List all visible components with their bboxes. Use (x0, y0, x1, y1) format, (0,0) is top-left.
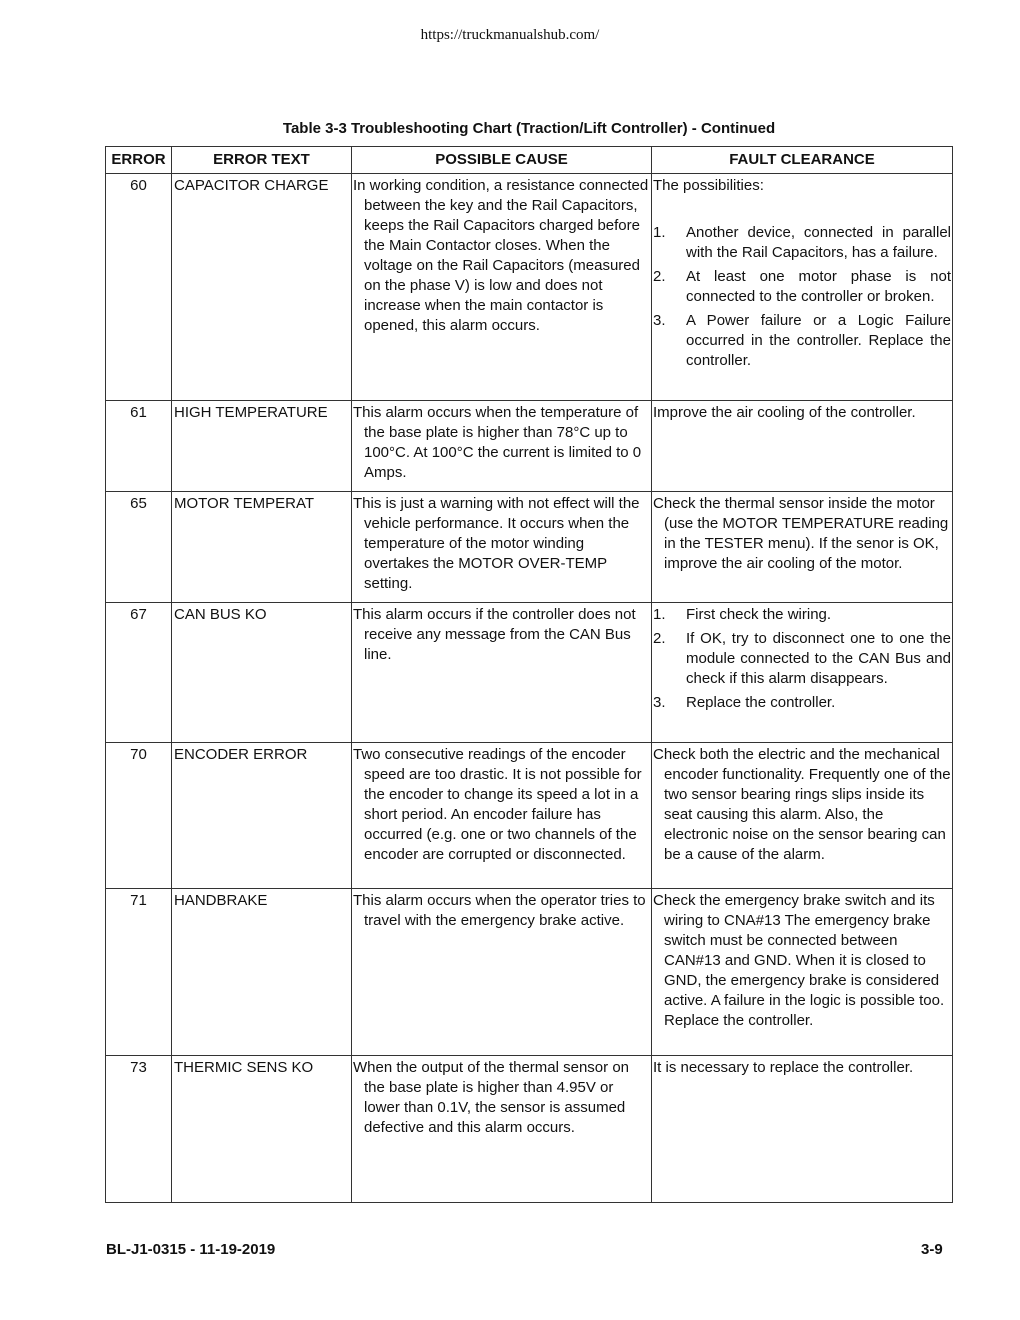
error-code: 65 (106, 492, 172, 603)
error-code: 67 (106, 603, 172, 743)
item-text: Replace the controller. (686, 694, 836, 711)
fault-clearance (652, 603, 953, 743)
table-row (106, 1056, 953, 1203)
error-text: CAN BUS KO (172, 603, 352, 743)
item-number: 2. (653, 268, 666, 285)
troubleshooting-table (105, 146, 953, 1203)
item-number: 2. (653, 630, 666, 647)
table-row (106, 401, 953, 492)
table-header-row (106, 147, 953, 174)
clearance-text: It is necessary to replace the controller. (653, 1059, 914, 1076)
possible-cause (352, 743, 652, 889)
cause-text: In working condition, a resistance connected between the key and the Rail Capacitors, keeps the Rail Capacitors charged before the Main Contactor closes. When the voltage on the Rail Capacitors (measured on the phase V) is low and does not increase when the main contactor is opened, this alarm occurs. (353, 177, 649, 334)
item-number: 3. (653, 312, 666, 329)
list-item (653, 267, 951, 307)
fault-clearance (652, 889, 953, 1056)
error-text: HIGH TEMPERATURE (172, 401, 352, 492)
possible-cause (352, 603, 652, 743)
clearance-intro: The possibilities: (653, 177, 764, 194)
error-text: CAPACITOR CHARGE (172, 174, 352, 401)
error-text: HANDBRAKE (172, 889, 352, 1056)
possible-cause (352, 1056, 652, 1203)
list-item (653, 311, 951, 371)
cause-text: This alarm occurs when the operator tries to travel with the emergency brake active. (353, 892, 646, 929)
fault-clearance (652, 401, 953, 492)
header-possible-cause: POSSIBLE CAUSE (352, 147, 652, 174)
list-item (653, 693, 951, 713)
cause-text: When the output of the thermal sensor on the base plate is higher than 4.95V or lower than 0.1V, the sensor is assumed defective and this alarm occurs. (353, 1059, 629, 1136)
possible-cause (352, 492, 652, 603)
error-code: 60 (106, 174, 172, 401)
fault-clearance (652, 743, 953, 889)
header-error-text: ERROR TEXT (172, 147, 352, 174)
item-number: 1. (653, 224, 666, 241)
source-url[interactable]: https://truckmanualshub.com/ (420, 27, 600, 43)
cause-text: This alarm occurs when the temperature of the base plate is higher than 78°C up to 100°C. At 100°C the current is limited to 0 Amps. (353, 404, 642, 481)
fault-clearance (652, 1056, 953, 1203)
error-text: ENCODER ERROR (172, 743, 352, 889)
error-code: 73 (106, 1056, 172, 1203)
item-text: First check the wiring. (686, 606, 832, 623)
cause-text: This alarm occurs if the controller does not receive any message from the CAN Bus line. (353, 606, 636, 663)
error-code: 70 (106, 743, 172, 889)
list-item (653, 223, 951, 263)
table-row (106, 603, 953, 743)
clearance-list (653, 223, 951, 371)
possible-cause (352, 174, 652, 401)
table-row (106, 889, 953, 1056)
list-item (653, 605, 951, 625)
table-row (106, 174, 953, 401)
item-text: If OK, try to disconnect one to one the module connected to the CAN Bus and check if this alarm disappears. (686, 630, 951, 687)
item-text: Another device, connected in parallel with the Rail Capacitors, has a failure. (686, 224, 951, 261)
table-caption: Table 3-3 Troubleshooting Chart (Traction/Lift Controller) - Continued (282, 120, 776, 137)
fault-clearance (652, 492, 953, 603)
clearance-list (653, 605, 951, 713)
list-item (653, 629, 951, 689)
item-number: 1. (653, 606, 666, 623)
table-row (106, 492, 953, 603)
cause-text: Two consecutive readings of the encoder speed are too drastic. It is not possible for the encoder to change its speed a lot in a short period. An encoder failure has occurred (e.g. one or two channels of the encoder are corrupted or disconnected. (353, 746, 642, 863)
clearance-text: Check both the electric and the mechanical encoder functionality. Frequently one of the two sensor bearing rings slips inside its seat causing this alarm. Also, the electronic noise on the sensor bearing can be a cause of the alarm. (653, 746, 951, 863)
item-text: At least one motor phase is not connected to the controller or broken. (686, 268, 951, 305)
error-code: 61 (106, 401, 172, 492)
possible-cause (352, 401, 652, 492)
clearance-text: Check the thermal sensor inside the motor (use the MOTOR TEMPERATURE reading in the TESTER menu). If the senor is OK, improve the air cooling of the motor. (653, 495, 949, 572)
cause-text: This is just a warning with not effect will the vehicle performance. It occurs when the temperature of the motor winding overtakes the MOTOR OVER-TEMP setting. (353, 495, 640, 592)
error-text: THERMIC SENS KO (172, 1056, 352, 1203)
page-number: 3-9 (921, 1241, 943, 1258)
clearance-text: Improve the air cooling of the controller. (653, 404, 916, 421)
possible-cause (352, 889, 652, 1056)
error-text: MOTOR TEMPERAT (172, 492, 352, 603)
table-row (106, 743, 953, 889)
header-error: ERROR (106, 147, 172, 174)
document-id: BL-J1-0315 - 11-19-2019 (106, 1241, 276, 1258)
fault-clearance (652, 174, 953, 401)
clearance-text: Check the emergency brake switch and its wiring to CNA#13 The emergency brake switch must be connected between CAN#13 and GND. When it is closed to GND, the emergency brake is considered active. A failure in the logic is possible too. Replace the controller. (653, 892, 945, 1029)
header-fault-clearance: FAULT CLEARANCE (652, 147, 953, 174)
error-code: 71 (106, 889, 172, 1056)
item-text: A Power failure or a Logic Failure occurred in the controller. Replace the controller. (686, 312, 951, 369)
item-number: 3. (653, 694, 666, 711)
